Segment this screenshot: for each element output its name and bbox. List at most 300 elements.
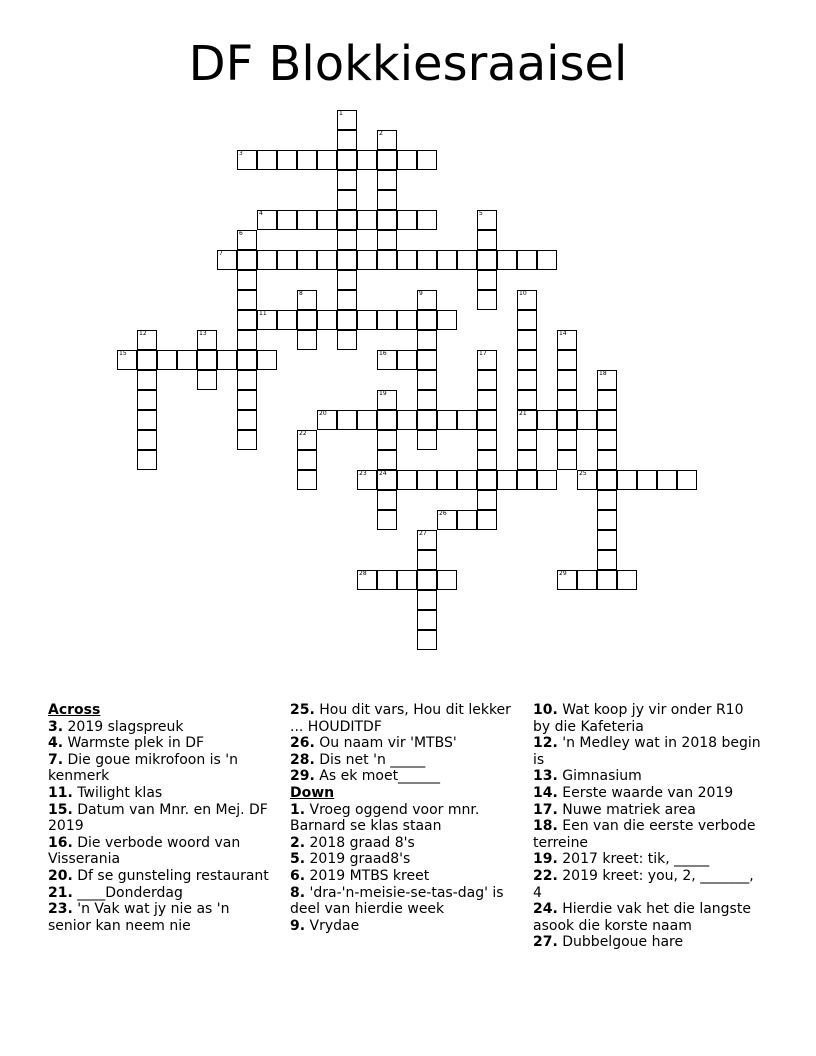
grid-cell[interactable] (397, 410, 417, 430)
grid-cell[interactable] (377, 430, 397, 450)
grid-cell[interactable] (357, 570, 377, 590)
grid-cell[interactable] (337, 330, 357, 350)
grid-cell[interactable] (417, 470, 437, 490)
clue-text: Wat koop jy vir onder R10 by die Kafeteria (533, 702, 744, 735)
cell-number: 16 (379, 350, 387, 357)
grid-cell[interactable] (597, 490, 617, 510)
clue-number: 25. (290, 702, 315, 718)
grid-cell[interactable] (517, 310, 537, 330)
grid-cell[interactable] (297, 210, 317, 230)
clue-item (533, 818, 763, 851)
grid-cell[interactable] (397, 310, 417, 330)
grid-cell[interactable] (657, 470, 677, 490)
grid-cell[interactable] (577, 570, 597, 590)
grid-cell[interactable] (377, 470, 397, 490)
grid-cell[interactable] (237, 310, 257, 330)
clue-item (290, 835, 518, 852)
grid-cell[interactable] (597, 410, 617, 430)
grid-cell[interactable] (417, 410, 437, 430)
grid-cell[interactable] (597, 570, 617, 590)
grid-cell[interactable] (237, 230, 257, 250)
clue-item (290, 851, 518, 868)
grid-cell[interactable] (197, 370, 217, 390)
clue-item (533, 785, 763, 802)
grid-cell[interactable] (337, 210, 357, 230)
grid-cell[interactable] (337, 270, 357, 290)
grid-cell[interactable] (437, 470, 457, 490)
cell-number: 28 (359, 570, 367, 577)
grid-cell[interactable] (417, 630, 437, 650)
grid-cell[interactable] (377, 310, 397, 330)
grid-cell[interactable] (617, 570, 637, 590)
grid-cell[interactable] (317, 210, 337, 230)
grid-cell[interactable] (137, 390, 157, 410)
grid-cell[interactable] (177, 350, 197, 370)
grid-cell[interactable] (557, 410, 577, 430)
cell-number: 9 (419, 290, 423, 297)
grid-cell[interactable] (477, 390, 497, 410)
clue-number: 8. (290, 884, 306, 901)
grid-cell[interactable] (537, 470, 557, 490)
grid-cell[interactable] (437, 410, 457, 430)
grid-cell[interactable] (377, 230, 397, 250)
grid-cell[interactable] (217, 350, 237, 370)
grid-cell[interactable] (557, 450, 577, 470)
grid-cell[interactable] (517, 250, 537, 270)
grid-cell[interactable] (477, 510, 497, 530)
clue-text: Die goue mikrofoon is 'n kenmerk (48, 751, 239, 785)
grid-cell[interactable] (417, 530, 437, 550)
grid-cell[interactable] (237, 430, 257, 450)
grid-cell[interactable] (357, 210, 377, 230)
grid-cell[interactable] (437, 510, 457, 530)
clue-text: 'dra-'n-meisie-se-tas-dag' is deel van hierdie week (290, 884, 504, 918)
clue-number: 19. (533, 851, 558, 868)
grid-cell[interactable] (197, 350, 217, 370)
clue-item (533, 735, 763, 768)
cell-number: 8 (299, 290, 303, 297)
clue-text: Df se gunsteling restaurant (72, 867, 269, 884)
clue-item (533, 901, 763, 934)
grid-cell[interactable] (317, 310, 337, 330)
clue-number: 26. (290, 735, 315, 752)
grid-cell[interactable] (477, 410, 497, 430)
clue-number: 24. (533, 901, 558, 918)
grid-cell[interactable] (277, 250, 297, 270)
clue-text: Die verbode woord van Visserania (48, 834, 241, 868)
grid-cell[interactable] (517, 430, 537, 450)
grid-cell[interactable] (377, 390, 397, 410)
grid-cell[interactable] (417, 290, 437, 310)
clue-text: Een van die eerste verbode terreine (533, 818, 756, 851)
grid-cell[interactable] (297, 310, 317, 330)
grid-cell[interactable] (297, 150, 317, 170)
grid-cell[interactable] (297, 250, 317, 270)
clue-number: 9. (290, 917, 306, 934)
clue-text: Datum van Mnr. en Mej. DF 2019 (48, 801, 268, 835)
grid-cell[interactable] (517, 450, 537, 470)
clue-text: Dubbelgoue hare (557, 934, 684, 951)
clue-number: 4. (48, 735, 64, 752)
clue-text: 2019 graad8's (305, 851, 411, 868)
clue-number: 29. (290, 768, 315, 785)
clue-item (48, 719, 276, 736)
grid-cell[interactable] (377, 170, 397, 190)
grid-cell[interactable] (397, 250, 417, 270)
grid-cell[interactable] (457, 470, 477, 490)
grid-cell[interactable] (317, 150, 337, 170)
grid-cell[interactable] (377, 150, 397, 170)
grid-cell[interactable] (237, 270, 257, 290)
grid-cell[interactable] (257, 310, 277, 330)
grid-cell[interactable] (277, 210, 297, 230)
clue-text: Warmste plek in DF (63, 735, 205, 752)
grid-cell[interactable] (277, 310, 297, 330)
clue-text: Hierdie vak het die langste asook die korste naam (533, 901, 751, 934)
cell-number: 15 (119, 350, 127, 357)
grid-cell[interactable] (137, 410, 157, 430)
grid-cell[interactable] (317, 410, 337, 430)
clue-number: 11. (48, 784, 73, 801)
grid-cell[interactable] (137, 350, 157, 370)
grid-cell[interactable] (237, 330, 257, 350)
grid-cell[interactable] (417, 350, 437, 370)
grid-cell[interactable] (417, 590, 437, 610)
cell-number: 10 (519, 290, 527, 297)
clue-item (48, 735, 276, 752)
grid-cell[interactable] (537, 410, 557, 430)
clue-item (290, 885, 518, 918)
cell-number: 3 (239, 150, 243, 157)
clue-number: 7. (48, 751, 64, 768)
grid-cell[interactable] (457, 410, 477, 430)
clue-section-heading: Down (290, 784, 335, 801)
clue-item (48, 835, 276, 868)
grid-cell[interactable] (377, 250, 397, 270)
grid-cell[interactable] (237, 150, 257, 170)
grid-cell[interactable] (297, 430, 317, 450)
grid-cell[interactable] (517, 370, 537, 390)
clues-column-2 (290, 702, 518, 934)
clue-number: 23. (48, 901, 73, 918)
grid-cell[interactable] (377, 190, 397, 210)
clue-item (290, 702, 518, 735)
grid-cell[interactable] (597, 510, 617, 530)
grid-cell[interactable] (317, 250, 337, 270)
grid-cell[interactable] (397, 570, 417, 590)
clue-text: 2019 slagspreuk (63, 718, 184, 735)
clue-item (290, 802, 518, 835)
grid-cell[interactable] (557, 570, 577, 590)
grid-cell[interactable] (237, 250, 257, 270)
grid-cell[interactable] (597, 430, 617, 450)
grid-cell[interactable] (137, 450, 157, 470)
grid-cell[interactable] (297, 330, 317, 350)
clue-text: ____Donderdag (72, 884, 183, 901)
clue-number: 6. (290, 867, 306, 884)
grid-cell[interactable] (357, 250, 377, 270)
clue-text: Dis net 'n _____ (314, 751, 426, 768)
grid-cell[interactable] (297, 290, 317, 310)
clue-text: Vrydae (305, 917, 360, 934)
clue-item (533, 851, 763, 868)
clue-item (48, 785, 276, 802)
clue-text: Nuwe matriek area (557, 801, 696, 818)
grid-cell[interactable] (357, 470, 377, 490)
clue-text: Eerste waarde van 2019 (557, 784, 734, 801)
grid-cell[interactable] (557, 350, 577, 370)
clue-number: 10. (533, 702, 558, 718)
grid-cell[interactable] (337, 110, 357, 130)
grid-cell[interactable] (417, 210, 437, 230)
grid-cell[interactable] (417, 550, 437, 570)
cell-number: 25 (579, 470, 587, 477)
grid-cell[interactable] (237, 410, 257, 430)
grid-cell[interactable] (437, 570, 457, 590)
grid-cell[interactable] (557, 370, 577, 390)
page-title: DF Blokkiesraaisel (188, 36, 628, 92)
grid-cell[interactable] (237, 370, 257, 390)
clue-section-heading: Across (48, 702, 101, 718)
clue-number: 20. (48, 867, 73, 884)
cell-number: 6 (239, 230, 243, 237)
clue-number: 3. (48, 718, 64, 735)
grid-cell[interactable] (397, 150, 417, 170)
grid-cell[interactable] (377, 570, 397, 590)
clue-number: 21. (48, 884, 73, 901)
grid-cell[interactable] (357, 150, 377, 170)
clue-text: 'n Vak wat jy nie as 'n senior kan neem nie (48, 901, 230, 934)
clue-text: As ek moet______ (314, 768, 441, 785)
grid-cell[interactable] (417, 610, 437, 630)
grid-cell[interactable] (417, 390, 437, 410)
grid-cell[interactable] (417, 150, 437, 170)
grid-cell[interactable] (337, 230, 357, 250)
grid-cell[interactable] (437, 250, 457, 270)
cell-number: 26 (439, 510, 447, 517)
grid-cell[interactable] (677, 470, 697, 490)
clue-number: 2. (290, 834, 306, 851)
grid-cell[interactable] (597, 550, 617, 570)
cell-number: 14 (559, 330, 567, 337)
grid-cell[interactable] (417, 570, 437, 590)
grid-cell[interactable] (377, 450, 397, 470)
grid-cell[interactable] (417, 370, 437, 390)
grid-cell[interactable] (257, 150, 277, 170)
clue-number: 12. (533, 735, 558, 752)
grid-cell[interactable] (137, 330, 157, 350)
clue-text: 'n Medley wat in 2018 begin is (533, 735, 761, 768)
grid-cell[interactable] (377, 410, 397, 430)
grid-cell[interactable] (237, 350, 257, 370)
grid-cell[interactable] (217, 250, 237, 270)
cell-number: 23 (359, 470, 367, 477)
clue-item (533, 768, 763, 785)
clue-text: Ou naam vir 'MTBS' (314, 735, 457, 752)
cell-number: 5 (479, 210, 483, 217)
clue-text: Vroeg oggend voor mnr. Barnard se klas staan (290, 801, 480, 835)
cell-number: 7 (219, 250, 223, 257)
grid-cell[interactable] (417, 430, 437, 450)
grid-cell[interactable] (517, 290, 537, 310)
clue-number: 16. (48, 834, 73, 851)
grid-cell[interactable] (337, 290, 357, 310)
grid-cell[interactable] (557, 330, 577, 350)
clue-text: 2017 kreet: tik, _____ (557, 851, 710, 868)
grid-cell[interactable] (377, 510, 397, 530)
grid-cell[interactable] (517, 350, 537, 370)
cell-number: 1 (339, 110, 343, 117)
grid-cell[interactable] (377, 130, 397, 150)
cell-number: 24 (379, 470, 387, 477)
grid-cell[interactable] (157, 350, 177, 370)
grid-cell[interactable] (517, 330, 537, 350)
clue-number: 27. (533, 934, 558, 951)
grid-cell[interactable] (357, 310, 377, 330)
grid-cell[interactable] (597, 530, 617, 550)
grid-cell[interactable] (337, 130, 357, 150)
grid-cell[interactable] (277, 150, 297, 170)
grid-cell[interactable] (477, 210, 497, 230)
grid-cell[interactable] (257, 350, 277, 370)
clues-column-1 (48, 702, 276, 934)
grid-cell[interactable] (417, 250, 437, 270)
grid-cell[interactable] (377, 210, 397, 230)
cell-number: 13 (199, 330, 207, 337)
grid-cell[interactable] (397, 350, 417, 370)
clue-text: 2019 MTBS kreet (305, 867, 430, 884)
grid-cell[interactable] (637, 470, 657, 490)
grid-cell[interactable] (477, 350, 497, 370)
cell-number: 18 (599, 370, 607, 377)
grid-cell[interactable] (477, 370, 497, 390)
grid-cell[interactable] (517, 410, 537, 430)
clue-number: 14. (533, 784, 558, 801)
grid-cell[interactable] (297, 450, 317, 470)
grid-cell[interactable] (137, 370, 157, 390)
grid-cell[interactable] (417, 310, 437, 330)
grid-cell[interactable] (397, 470, 417, 490)
clue-text: Hou dit vars, Hou dit lekker ... HOUDITDF (290, 702, 511, 735)
clue-item (48, 901, 276, 934)
grid-cell[interactable] (237, 390, 257, 410)
grid-cell[interactable] (137, 430, 157, 450)
clue-item (290, 918, 518, 935)
grid-cell[interactable] (237, 290, 257, 310)
grid-cell[interactable] (477, 490, 497, 510)
clue-text: 2019 kreet: you, 2, _______, 4 (533, 867, 754, 901)
grid-cell[interactable] (337, 410, 357, 430)
grid-cell[interactable] (477, 250, 497, 270)
grid-cell[interactable] (557, 430, 577, 450)
grid-cell[interactable] (337, 310, 357, 330)
clue-number: 1. (290, 801, 306, 818)
grid-cell[interactable] (477, 230, 497, 250)
cell-number: 27 (419, 530, 427, 537)
clue-item (48, 885, 276, 902)
grid-cell[interactable] (337, 190, 357, 210)
cell-number: 21 (519, 410, 527, 417)
clue-text: Gimnasium (557, 768, 642, 785)
cell-number: 12 (139, 330, 147, 337)
grid-cell[interactable] (497, 250, 517, 270)
grid-cell[interactable] (477, 470, 497, 490)
cell-number: 22 (299, 430, 307, 437)
clue-item (533, 934, 763, 951)
clue-item (533, 802, 763, 819)
grid-cell[interactable] (257, 250, 277, 270)
grid-cell[interactable] (377, 490, 397, 510)
grid-cell[interactable] (537, 250, 557, 270)
clue-item (533, 868, 763, 901)
clue-item (290, 768, 518, 785)
grid-cell[interactable] (437, 310, 457, 330)
grid-cell[interactable] (377, 350, 397, 370)
cell-number: 20 (319, 410, 327, 417)
grid-cell[interactable] (477, 270, 497, 290)
clue-item (533, 702, 763, 735)
grid-cell[interactable] (477, 450, 497, 470)
cell-number: 11 (259, 310, 267, 317)
grid-cell[interactable] (517, 470, 537, 490)
clue-number: 15. (48, 801, 73, 818)
clue-text: Twilight klas (72, 784, 163, 801)
cell-number: 17 (479, 350, 487, 357)
clue-item (48, 802, 276, 835)
cell-number: 2 (379, 130, 383, 137)
grid-cell[interactable] (497, 470, 517, 490)
grid-cell[interactable] (337, 250, 357, 270)
grid-cell[interactable] (597, 370, 617, 390)
grid-cell[interactable] (517, 390, 537, 410)
grid-cell[interactable] (417, 330, 437, 350)
grid-cell[interactable] (597, 450, 617, 470)
cell-number: 29 (559, 570, 567, 577)
clue-text: 2018 graad 8's (305, 834, 415, 851)
grid-cell[interactable] (337, 150, 357, 170)
grid-cell[interactable] (457, 250, 477, 270)
clues-column-3 (533, 702, 763, 951)
clue-item (48, 868, 276, 885)
clue-number: 5. (290, 851, 306, 868)
grid-cell[interactable] (577, 410, 597, 430)
clue-number: 17. (533, 801, 558, 818)
clue-number: 18. (533, 818, 558, 835)
grid-cell[interactable] (397, 210, 417, 230)
cell-number: 4 (259, 210, 263, 217)
grid-cell[interactable] (197, 330, 217, 350)
grid-cell[interactable] (457, 510, 477, 530)
clue-number: 28. (290, 751, 315, 768)
grid-cell[interactable] (477, 430, 497, 450)
grid-cell[interactable] (477, 290, 497, 310)
grid-cell[interactable] (337, 170, 357, 190)
grid-cell[interactable] (617, 470, 637, 490)
grid-cell[interactable] (257, 210, 277, 230)
grid-cell[interactable] (597, 470, 617, 490)
clue-item (290, 735, 518, 752)
clue-number: 22. (533, 867, 558, 884)
grid-cell[interactable] (577, 470, 597, 490)
grid-cell[interactable] (557, 390, 577, 410)
grid-cell[interactable] (597, 390, 617, 410)
cell-number: 19 (379, 390, 387, 397)
grid-cell[interactable] (357, 410, 377, 430)
grid-cell[interactable] (117, 350, 137, 370)
clue-item (290, 752, 518, 769)
clue-item (290, 868, 518, 885)
grid-cell[interactable] (297, 470, 317, 490)
